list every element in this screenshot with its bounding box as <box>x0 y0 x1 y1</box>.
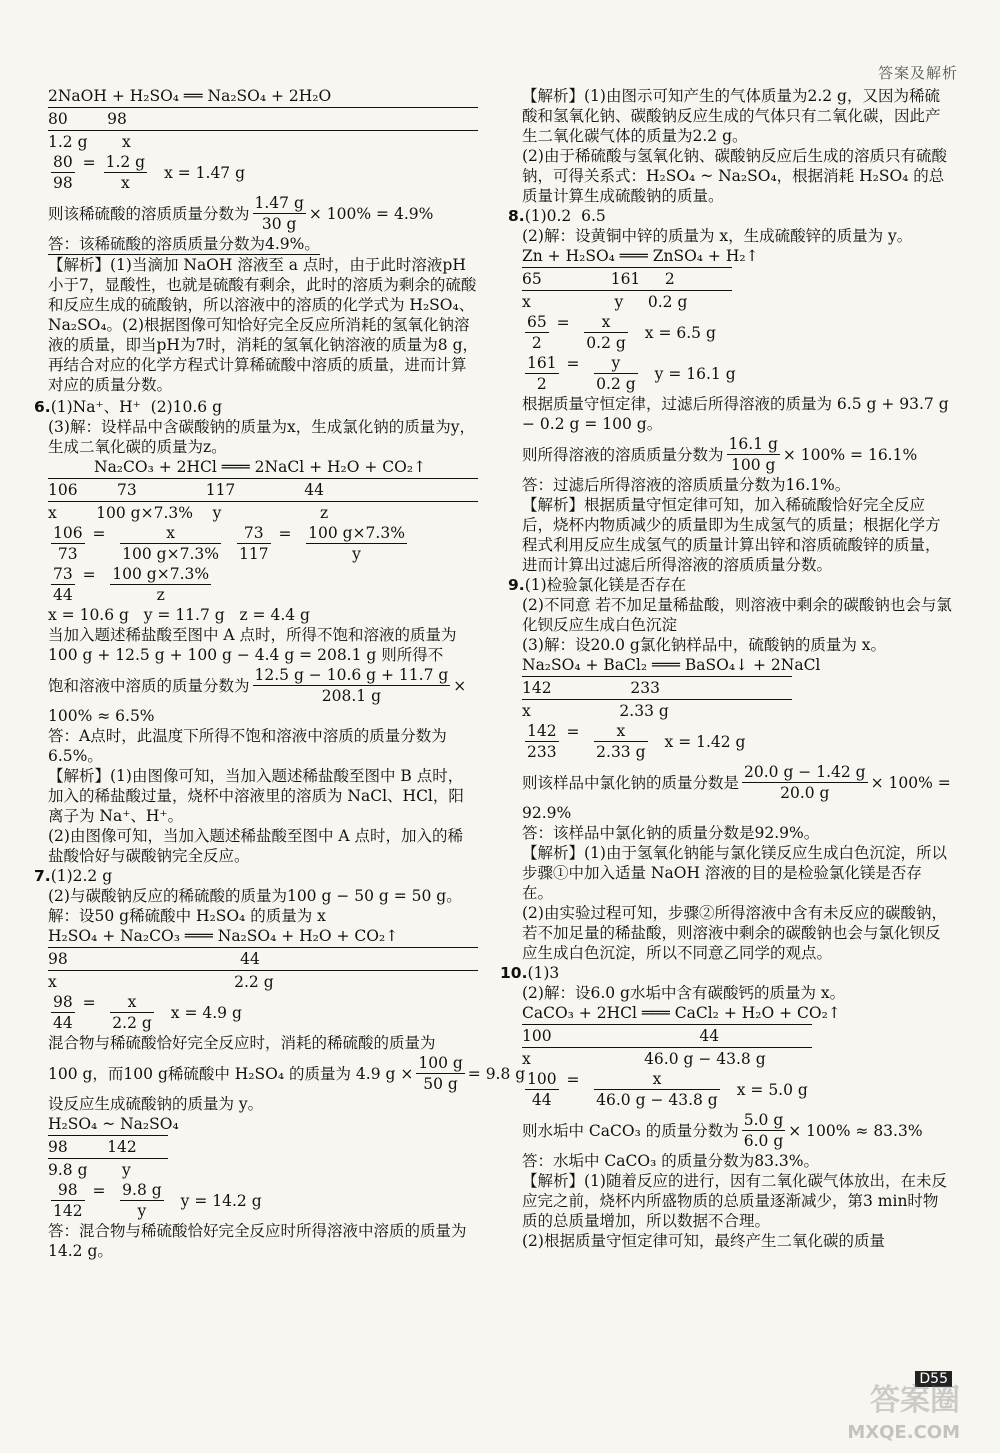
question-6: 6.(1)Na⁺、H⁺ (2)10.6 g (3)解：设样品中含碳酸钠的质量为x，生成氯化钠的质量为y，生成二氧化碳的质量为z。 Na₂CO₃ + 2HCl ═══ 2NaCl + H₂O + CO₂↑ 106 73 117 44 x 100 g×7.3% y z $\frac{106}{73}$ = $\frac{x}{100 g\times 7.3\%}$ $\frac{73}{117}$ = $\frac{100 g\times 7.3\%}{y}$ $\frac{73}{44}$ = $\frac{100 g\times 7.3\%}{z}$ x = 10.6 g y = 11.7 g z = 4.4 g 当加入题述稀盐酸至图中 A 点时，所得不饱和溶液的质量为100 g + 12.5 g + 100 g − 4.4 g = 208.1 g 则所得不 饱和溶液中溶质的质量分数为 $\frac{12.5 g - 10.6 g + 11.7 g}{208.1 g}$ × 100% ≈ 6.5% 答：A点时，此温度下所得不饱和溶液中溶质的质量分数为6.5%。 【解析】(1)由图像可知，当加入题述稀盐酸至图中 B 点时，加入的稀盐酸过量，烧杯中溶液里的溶质为 NaCl、HCl，阳离子为 Na⁺、H⁺。 (2)由图像可知，当加入题述稀盐酸至图中 A 点时，加入的稀盐酸恰好与碳酸钠完全反应。 <box>48 397 478 866</box>
analysis: 【解析】(1)由图示可知产生的气体质量为2.2 g，又因为稀硫酸和氢氧化钠、碳酸钠反应生成的气体只有二氧化碳，因此产生二氧化碳气体的质量为2.2 g。 <box>522 87 941 145</box>
divider <box>48 130 478 131</box>
result: 92.9% <box>522 804 572 822</box>
equation-ratio: 80 98 <box>48 110 127 128</box>
answer: 答：混合物与稀硫酸恰好完全反应时所得溶液中溶质的质量为14.2 g。 <box>48 1222 467 1260</box>
question-number: 9. <box>508 576 525 594</box>
results: x = 10.6 g y = 11.7 g z = 4.4 g <box>48 606 310 624</box>
question-number: 10. <box>500 964 528 982</box>
fraction: $\frac{1.47 g}{30 g}$ <box>254 194 304 233</box>
equation-ratio: 100 44 <box>522 1027 720 1045</box>
equation-values: x 2.33 g <box>522 702 669 720</box>
equation-values: x 2.2 g <box>48 973 274 991</box>
analysis: 【解析】根据质量守恒定律可知，加入稀硫酸恰好完全反应后，烧杯内物质减少的质量即为生成氢气的质量；根据化学方程式利用反应生成氢气的质量计算出锌和溶质硫酸锌的质量，进而计算出过滤后所得溶液的溶质质量分数。 <box>522 496 941 574</box>
answer: 答：过滤后所得溶液的溶质质量分数为16.1%。 <box>522 476 851 494</box>
equation-values: 1.2 g x <box>48 133 131 151</box>
question-number: 8. <box>508 207 525 225</box>
equation-values: x 100 g×7.3% y z <box>48 504 329 522</box>
question-number: 6. <box>34 398 51 416</box>
left-column <box>34 86 526 1261</box>
solution-text: 混合物与稀硫酸恰好完全反应时，消耗的稀硫酸的质量为 <box>48 1034 436 1052</box>
question-9: 9.(1)检验氯化镁是否存在 (2)不同意 若不加足量稀盐酸，则溶液中剩余的碳酸钠也会与氯化钡反应生成白色沉淀 (3)解：设20.0 g氯化钠样品中，硫酸钠的质量为 x。 Na₂SO₄ + BaCl₂ ═══ BaSO₄↓ + 2NaCl 142 233 x 2.33 g $\frac{142}{233}$ = $\frac{x}{2.33 g}$ x = 1.42 g 则该样品中氯化钠的质量分数是 $\frac{20.0 g - 1.42 g}{20.0 g}$ × 100% = 92.9% 答：该样品中氯化钠的质量分数是92.9%。 【解析】(1)由于氢氧化钠能与氯化镁反应生成白色沉淀，所以步骤①中加入适量 NaOH 溶液的目的是检验氯化镁是否存在。 (2)由实验过程可知，步骤②所得溶液中含有未反应的碳酸钠，若不加足量的稀盐酸，则溶液中剩余的碳酸钠也会与氯化钡反应生成白色沉淀，所以不同意乙同学的观点。 <box>508 576 952 962</box>
question-7: 7.(1)2.2 g (2)与碳酸钠反应的稀硫酸的质量为100 g − 50 g = 50 g。 解：设50 g稀硫酸中 H₂SO₄ 的质量为 x H₂SO₄ + Na₂CO₃ ═══ Na₂SO₄ + H₂O + CO₂↑ 98 44 x 2.2 g $\frac{98}{44}$ = $\frac{x}{2.2 g}$ x = 4.9 g 混合物与稀硫酸恰好完全反应时，消耗的稀硫酸的质量为 100 g，而100 g稀硫酸中 H₂SO₄ 的质量为 4.9 g × $\frac{100 g}{50 g}$ = 9.8 g 设反应生成硫酸钠的质量为 y。 H₂SO₄ ~ Na₂SO₄ 98 142 9.8 g y $\frac{98}{142}$ = $\frac{9.8 g}{y}$ y = 14.2 g 答：混合物与稀硫酸恰好完全反应时所得溶液中溶质的质量为14.2 g。 <box>34 867 526 1260</box>
result-line: 100 g，而100 g稀硫酸中 H₂SO₄ 的质量为 4.9 g × $\frac{100 g}{50 g}$ = 9.8 g <box>48 1054 526 1093</box>
answer: 答：该稀硫酸的溶质质量分数为4.9%。 <box>48 235 320 253</box>
result: 100% ≈ 6.5% <box>48 707 155 725</box>
answer: 答：该样品中氯化钠的质量分数是92.9%。 <box>522 824 820 842</box>
proportion: $\frac{98}{142}$ = $\frac{9.8 g}{y}$ y = 14.2 g <box>53 1181 262 1220</box>
proportion: $\frac{142}{233}$ = $\frac{x}{2.33 g}$ x = 1.42 g <box>527 722 746 761</box>
relation-values: 9.8 g y <box>48 1161 131 1179</box>
equation: CaCO₃ + 2HCl ═══ CaCl₂ + H₂O + CO₂↑ <box>522 1004 841 1022</box>
proportion: $\frac{106}{73}$ = $\frac{x}{100 g\times 7.3\%}$ $\frac{73}{117}$ = $\frac{100 g\times 7.3\%}{y}$ <box>53 524 405 563</box>
solution-setup: (3)解：设样品中含碳酸钠的质量为x，生成氯化钠的质量为y，生成二氧化碳的质量为z。 <box>48 418 475 456</box>
equation: H₂SO₄ + Na₂CO₃ ═══ Na₂SO₄ + H₂O + CO₂↑ <box>48 927 399 945</box>
answer: 答：水垢中 CaCO₃ 的质量分数为83.3%。 <box>522 1152 819 1170</box>
page-number: D55 <box>915 1371 952 1387</box>
proportion: $\frac{161}{2}$ = $\frac{y}{0.2 g}$ y = 16.1 g <box>527 354 736 393</box>
question-10: 10.(1)3 (2)解：设6.0 g水垢中含有碳酸钙的质量为 x。 CaCO₃ + 2HCl ═══ CaCl₂ + H₂O + CO₂↑ 100 44 x 46.0 g − 43.8 g $\frac{100}{44}$ = $\frac{x}{46.0 g - 43.8 g}$ x = 5.0 g 则水垢中 CaCO₃ 的质量分数为 $\frac{5.0 g}{6.0 g}$ × 100% ≈ 83.3% 答：水垢中 CaCO₃ 的质量分数为83.3%。 【解析】(1)随着反应的进行，因有二氧化碳气体放出，在未反应完之前，烧杯内所盛物质的总质量逐渐减少，第3 min时物质的总质量增加，所以数据不合理。 (2)根据质量守恒定律可知，最终产生二氧化碳的质量 <box>522 963 952 1251</box>
divider <box>48 107 478 108</box>
watermark-logo: 答案圈 <box>870 1383 960 1418</box>
equation-ratio: 98 44 <box>48 950 260 968</box>
proportion: $\frac{80}{98}$ = $\frac{1.2 g}{x}$ x = 1.47 g <box>53 153 246 192</box>
solution-setup: 解：设50 g稀硫酸中 H₂SO₄ 的质量为 x <box>48 907 326 925</box>
equation-ratio: 142 233 <box>522 679 661 697</box>
equation: Na₂SO₄ + BaCl₂ ═══ BaSO₄↓ + 2NaCl <box>522 656 821 674</box>
page-header: 答案及解析 <box>877 64 958 82</box>
analysis: (2)由图像可知，当加入题述稀盐酸至图中 A 点时，加入的稀盐酸恰好与碳酸钠完全反应。 <box>48 827 464 865</box>
equation: 2NaOH + H₂SO₄ ══ Na₂SO₄ + 2H₂O <box>48 87 332 105</box>
analysis: 【解析】(1)当滴加 NaOH 溶液至 a 点时，由于此时溶液pH小于7，显酸性，也就是硫酸有剩余，此时的溶质为剩余的硫酸和反应生成的硫酸钠，所以溶液中的溶质的化学式为 H₂SO₄、Na₂SO₄。(2)根据图像可知恰好完全反应所消耗的氢氧化钠溶液的质量，即当pH为7时，消耗的氢氧化钠溶液的质量为8 g，再结合对应的化学方程式计算稀硫酸中溶质的质量，进而计算对应的质量分数。 <box>48 256 479 394</box>
proportion: $\frac{65}{2}$ = $\frac{x}{0.2 g}$ x = 6.5 g <box>527 313 716 352</box>
solution-setup: (2)解：设黄铜中锌的质量为 x，生成硫酸锌的质量为 y。 <box>522 227 913 245</box>
analysis: (2)根据质量守恒定律可知，最终产生二氧化碳的质量 <box>522 1232 885 1250</box>
relation: H₂SO₄ ~ Na₂SO₄ <box>48 1115 179 1133</box>
relation-ratio: 98 142 <box>48 1138 137 1156</box>
solution-setup: 设反应生成硫酸钠的质量为 y。 <box>48 1095 264 1113</box>
equation-ratio: 65 161 2 <box>522 270 675 288</box>
analysis: 【解析】(1)由于氢氧化钠能与氯化镁反应生成白色沉淀，所以步骤①中加入适量 NaOH 溶液的目的是检验氯化镁是否存在。 <box>522 844 947 902</box>
solution-text: 当加入题述稀盐酸至图中 A 点时，所得不饱和溶液的质量为100 g + 12.5 g + 100 g − 4.4 g = 208.1 g 则所得不 <box>48 626 457 664</box>
result-line: 则水垢中 CaCO₃ 的质量分数为 $\frac{5.0 g}{6.0 g}$ × 100% ≈ 83.3% <box>522 1111 923 1150</box>
result-line: 则该稀硫酸的溶质质量分数为 $\frac{1.47 g}{30 g}$ × 100% = 4.9% <box>48 194 434 233</box>
answer: 答：A点时，此温度下所得不饱和溶液中溶质的质量分数为6.5%。 <box>48 727 447 765</box>
equation-ratio: 106 73 117 44 <box>48 481 324 499</box>
question-number: 7. <box>34 867 51 885</box>
watermark-url: MXQE.COM <box>847 1422 960 1443</box>
analysis: (2)由于稀硫酸与氢氧化钠、碳酸钠反应后生成的溶质只有硫酸钠，可得关系式：H₂SO₄ ~ Na₂SO₄，根据消耗 H₂SO₄ 的总质量计算生成硫酸钠的质量。 <box>522 147 947 205</box>
result-line: 则该样品中氯化钠的质量分数是 $\frac{20.0 g - 1.42 g}{20.0 g}$ × 100% = <box>522 763 951 802</box>
proportion: $\frac{100}{44}$ = $\frac{x}{46.0 g - 43.8 g}$ x = 5.0 g <box>527 1070 808 1109</box>
result-line: 饱和溶液中溶质的质量分数为 $\frac{12.5 g - 10.6 g + 11.7 g}{208.1 g}$ × <box>48 666 467 705</box>
proportion: $\frac{73}{44}$ = $\frac{100 g\times 7.3\%}{z}$ <box>53 565 210 604</box>
equation-values: x y 0.2 g <box>522 293 688 311</box>
solution-setup: (3)解：设20.0 g氯化钠样品中，硫酸钠的质量为 x。 <box>522 636 886 654</box>
analysis: 【解析】(1)随着反应的进行，因有二氧化碳气体放出，在未反应完之前，烧杯内所盛物质的总质量逐渐减少，第3 min时物质的总质量增加，所以数据不合理。 <box>522 1172 947 1230</box>
solution-text: 根据质量守恒定律，过滤后所得溶液的质量为 6.5 g + 93.7 g − 0.2 g = 100 g。 <box>522 395 949 433</box>
analysis: (2)由实验过程可知，步骤②所得溶液中含有未反应的碳酸钠，若不加足量的稀盐酸，则溶液中剩余的碳酸钠也会与氯化钡反应生成白色沉淀，所以不同意乙同学的观点。 <box>522 904 947 962</box>
solution-setup: (2)解：设6.0 g水垢中含有碳酸钙的质量为 x。 <box>522 984 846 1002</box>
proportion: $\frac{98}{44}$ = $\frac{x}{2.2 g}$ x = 4.9 g <box>53 993 242 1032</box>
fraction: $\frac{80}{98}$ <box>53 153 73 192</box>
equation: Na₂CO₃ + 2HCl ═══ 2NaCl + H₂O + CO₂↑ <box>94 458 427 476</box>
result-line: 则所得溶液的溶质质量分数为 $\frac{16.1 g}{100 g}$ × 100% = 16.1% <box>522 435 918 474</box>
analysis: 【解析】(1)由图像可知，当加入题述稀盐酸至图中 B 点时，加入的稀盐酸过量，烧杯中溶液里的溶质为 NaCl、HCl，阳离子为 Na⁺、H⁺。 <box>48 767 464 825</box>
fraction: $\frac{1.2 g}{x}$ <box>105 153 146 192</box>
right-column <box>500 86 952 1251</box>
equation-values: x 46.0 g − 43.8 g <box>522 1050 766 1068</box>
equation: Zn + H₂SO₄ ═══ ZnSO₄ + H₂↑ <box>522 247 759 265</box>
question-8: 8.(1)0.2 6.5 (2)解：设黄铜中锌的质量为 x，生成硫酸锌的质量为 y。 Zn + H₂SO₄ ═══ ZnSO₄ + H₂↑ 65 161 2 x y 0.2 g $\frac{65}{2}$ = $\frac{x}{0.2 g}$ x = 6.5 g $\frac{161}{2}$ = $\frac{y}{0.2 g}$ y = 16.1 g 根据质量守恒定律，过滤后所得溶液的质量为 6.5 g + 93.7 g − 0.2 g = 100 g。 则所得溶液的溶质质量分数为 $\frac{16.1 g}{100 g}$ × 100% = 16.1% 答：过滤后所得溶液的溶质质量分数为16.1%。 【解析】根据质量守恒定律可知，加入稀硫酸恰好完全反应后，烧杯内物质减少的质量即为生成氢气的质量；根据化学方程式利用反应生成氢气的质量计算出锌和溶质硫酸锌的质量，进而计算出过滤后所得溶液的溶质质量分数。 <box>522 206 952 575</box>
solution-text: (2)与碳酸钠反应的稀硫酸的质量为100 g − 50 g = 50 g。 <box>48 887 462 905</box>
solution-text: (2)不同意 若不加足量稀盐酸，则溶液中剩余的碳酸钠也会与氯化钡反应生成白色沉淀 <box>522 596 952 634</box>
